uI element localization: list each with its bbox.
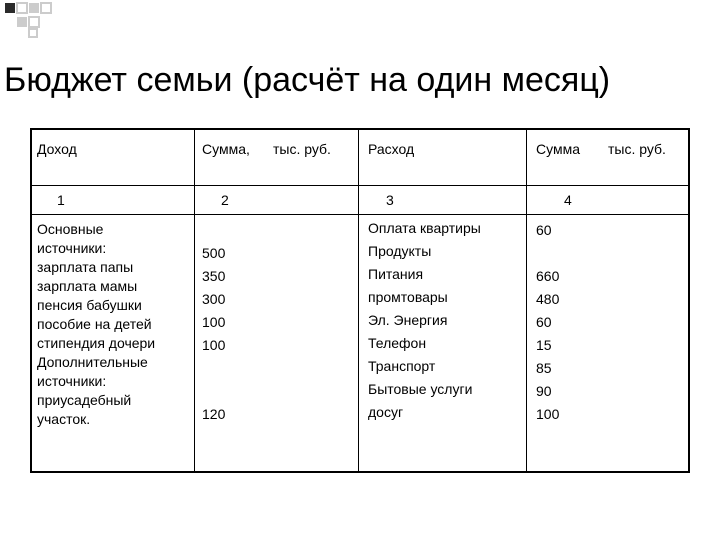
page-title: Бюджет семьи (расчёт на один месяц)	[4, 61, 611, 99]
list-item: зарплата мамы	[37, 278, 138, 294]
row-divider	[30, 185, 690, 186]
header-expense-unit: тыс. руб.	[608, 141, 666, 157]
income-amount: 350	[202, 268, 226, 284]
column-divider	[358, 128, 359, 473]
list-item: Основные	[37, 221, 104, 237]
list-item: зарплата папы	[37, 259, 134, 275]
corner-decoration	[0, 0, 60, 40]
list-item: стипендия дочери	[37, 335, 156, 351]
list-item: Дополнительные	[37, 354, 148, 370]
list-item: пособие на детей	[37, 316, 152, 332]
column-number: 2	[221, 192, 229, 208]
expense-amount: 480	[536, 291, 560, 307]
table-border-left	[30, 128, 32, 473]
row-divider	[30, 214, 690, 215]
expense-list	[368, 217, 481, 424]
expense-amount: 90	[536, 383, 552, 399]
list-item: приусадебный	[37, 392, 132, 408]
header-income-sum: Сумма,	[202, 141, 250, 157]
income-list	[37, 220, 155, 429]
income-amount: 120	[202, 406, 226, 422]
budget-table	[30, 128, 690, 473]
expense-amount: 100	[536, 406, 560, 422]
list-item: Питания	[368, 266, 424, 282]
list-item: досуг	[368, 404, 404, 420]
list-item: промтовары	[368, 289, 448, 305]
column-number: 1	[57, 192, 65, 208]
list-item: Оплата квартиры	[368, 220, 481, 236]
header-expense: Расход	[368, 141, 415, 157]
list-item: Телефон	[368, 335, 427, 351]
column-divider	[526, 128, 527, 473]
expense-amount: 60	[536, 314, 552, 330]
expense-amount: 660	[536, 268, 560, 284]
table-border-right	[688, 128, 690, 473]
income-amount: 100	[202, 337, 226, 353]
list-item: Эл. Энергия	[368, 312, 448, 328]
list-item: источники:	[37, 240, 107, 256]
table-border-top	[30, 128, 690, 130]
header-income: Доход	[37, 141, 77, 157]
income-amount: 500	[202, 245, 226, 261]
list-item: Бытовые услуги	[368, 381, 473, 397]
header-income-unit: тыс. руб.	[273, 141, 331, 157]
income-amount: 100	[202, 314, 226, 330]
income-amount: 300	[202, 291, 226, 307]
expense-amount: 15	[536, 337, 552, 353]
list-item: участок.	[37, 411, 91, 427]
table-border-bottom	[30, 471, 690, 473]
list-item: Транспорт	[368, 358, 436, 374]
list-item: Продукты	[368, 243, 432, 259]
column-number: 4	[564, 192, 572, 208]
expense-amount: 60	[536, 222, 552, 238]
column-divider	[194, 128, 195, 473]
column-number: 3	[386, 192, 394, 208]
list-item: источники:	[37, 373, 107, 389]
header-expense-sum: Сумма	[536, 141, 580, 157]
expense-amount: 85	[536, 360, 552, 376]
list-item: пенсия бабушки	[37, 297, 142, 313]
